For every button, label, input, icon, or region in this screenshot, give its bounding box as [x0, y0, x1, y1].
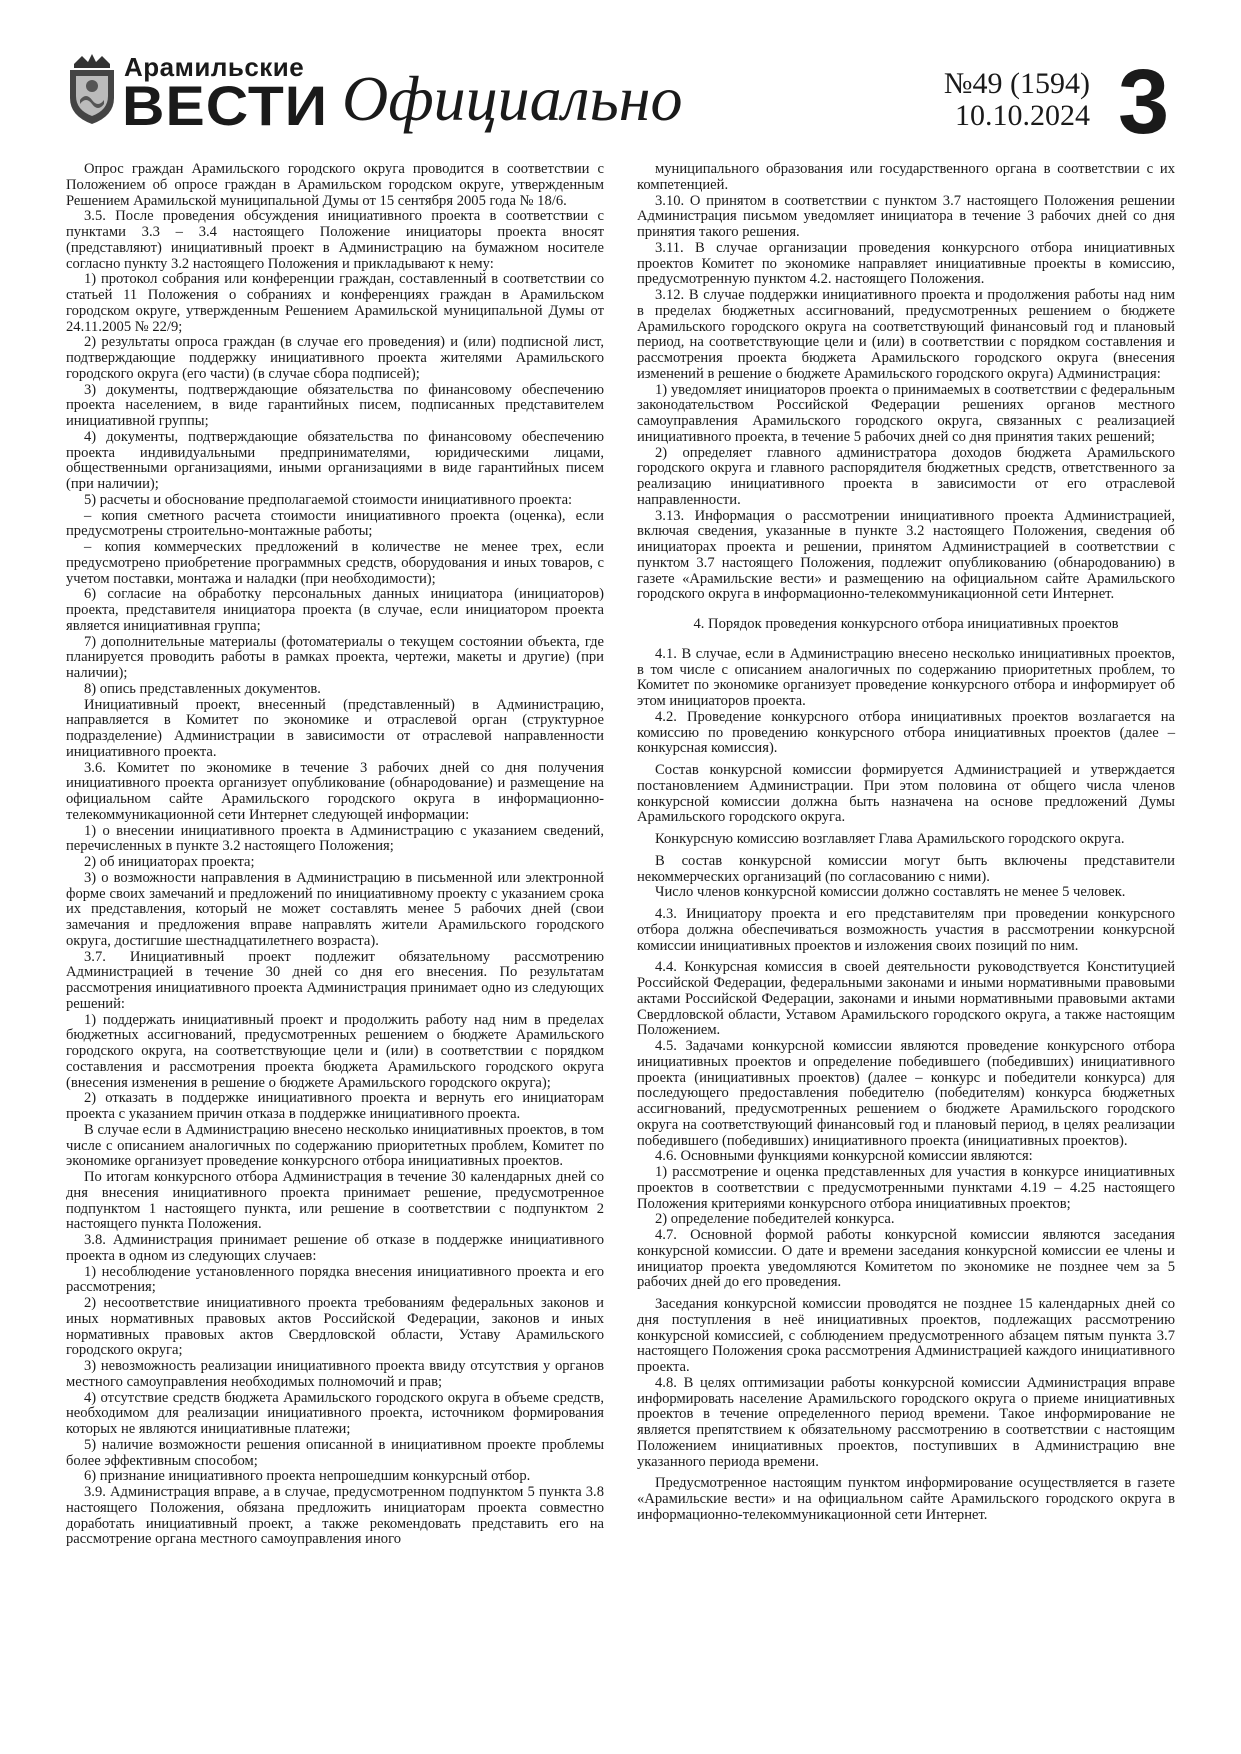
- paragraph: Опрос граждан Арамильского городского округа проводится в соответствии с Положением об опросе граждан в Арамильском городском округе, утвержденным Решением Арамильской муниципальной Думы от 15 сентября 2005 года № 18/6.: [66, 161, 604, 209]
- paragraph: 3.8. Администрация принимает решение об отказе в поддержке инициативного проекта в одном из следующих случаев:: [66, 1232, 604, 1264]
- paragraph: Конкурсную комиссию возглавляет Глава Арамильского городского округа.: [655, 831, 1125, 847]
- paragraph: В состав конкурсной комиссии могут быть включены представители некоммерческих организаций (по согласованию с ними).: [637, 852, 1175, 885]
- paragraph: 4.6. Основными функциями конкурсной комиссии являются:: [655, 1148, 1033, 1165]
- paragraph: 4.2. Проведение конкурсного отбора инициативных проектов возлагается на комиссию по проведению конкурсного отбора инициативных проектов (далее – конкурсная комиссия).: [637, 708, 1175, 757]
- paragraph: 4.4. Конкурсная комиссия в своей деятельности руководствуется Конституцией Российской Федерации, федеральными законами и иными нормативными правовыми актами Российской Федерации, законами и иными нормативными правовыми актами Свердловской области, Уставом Арамильского городского округа, а также настоящим Положением.: [637, 959, 1175, 1039]
- paragraph: 2) несоответствие инициативного проекта требованиям федеральных законов и иных нормативных правовых актов Российской Федерации, законов и иных нормативных правовых актов Свердловской области, Уставу Арамильского городского округа;: [66, 1295, 604, 1359]
- paragraph: 3.11. В случае организации проведения конкурсного отбора инициативных проектов Комитет по экономике направляет инициативные проекты в комиссию, предусмотренную пунктом 4.2. настоящего Положения.: [637, 239, 1175, 288]
- paragraph: 4) документы, подтверждающие обязательства по финансовому обеспечению проекта индивидуальными предпринимателями, юридическими лицами, общественными организациями, иными организациями в виде гарантийных писем (при наличии);: [66, 428, 604, 492]
- paragraph: 4.5. Задачами конкурсной комиссии являются проведение конкурсного отбора инициативных проектов и определение победившего (победивших) инициативного проекта (инициативных проектов) (далее – конкурс и победители конкурса) для последующего предоставления победителю (победителям) конкурса бюджетных ассигнований, предусмотренных решением о бюджете Арамильского городского округа на соответствующий финансовый год и плановый период, в целях реализации победившего (победивших) инициативного проекта (инициативных проектов).: [637, 1038, 1175, 1149]
- paragraph: 3.7. Инициативный проект подлежит обязательному рассмотрению Администрацией в течение 30 дней со дня его внесения. По результатам рассмотрения инициативного проекта Администрация принимает одно из следующих решений:: [66, 948, 604, 1012]
- paragraph: 1) уведомляет инициаторов проекта о принимаемых в соответствии с федеральным законодательством Российской Федерации решениях органов местного самоуправления Арамильского городского округа, связанных с реализацией инициативного проекта, в течение 5 рабочих дней со дня принятия таких решений;: [637, 381, 1175, 445]
- page-number: 3: [1118, 51, 1170, 153]
- paragraph: – копия сметного расчета стоимости инициативного проекта (оценка), если предусмотрены строительно-монтажные работы;: [66, 507, 604, 540]
- paragraph: 3) о возможности направления в Администрацию в письменной или электронной форме своих замечаний и предложений по инициативному проекту с указанием срока их представления, который не может составлять менее 5 рабочих дней (свои замечания и предложения вправе направлять жители Арамильского городского округа, достигшие шестнадцатилетнего возраста).: [66, 869, 604, 949]
- paragraph: 2) определение победителей конкурса.: [655, 1211, 895, 1228]
- paragraph: 4) отсутствие средств бюджета Арамильского городского округа в объеме средств, необходимом для реализации инициативного проекта, источником формирования которых не являются инициативные платежи;: [66, 1389, 604, 1437]
- paragraph: 3.12. В случае поддержки инициативного проекта и продолжения работы над ним в пределах бюджетных ассигнований, предусмотренных решением о бюджете Арамильского городского округа на соответствующий финансовый год и плановый период, на соответствующие цели и (или) в соответствии с порядком составления и рассмотрения проекта бюджета Арамильского городского округа (внесения изменений в решение о бюджете Арамильского городского округа) Администрация:: [637, 287, 1175, 382]
- paragraph: 2) определяет главного администратора доходов бюджета Арамильского городского округа и главного распорядителя бюджетных средств, ответственного за реализацию инициативного проекта в зависимости от его отраслевой направленности.: [637, 444, 1175, 508]
- paragraph: 4.1. В случае, если в Администрацию внесено несколько инициативных проектов, в том числе с описанием аналогичных по содержанию приоритетных проблем, то Комитет по экономике организует проведение конкурсного отбора и информирует об этом инициаторов проекта.: [637, 645, 1175, 709]
- paragraph: 1) рассмотрение и оценка представленных для участия в конкурсе инициативных проектов в соответствии с предусмотренными пунктами 4.19 – 4.25 настоящего Положения критериями конкурсного отбора инициативных проектов;: [637, 1164, 1175, 1212]
- paragraph: 3.13. Информация о рассмотрении инициативного проекта Администрацией, включая сведения, указанные в пункте 3.2 настоящего Положения, сведения об инициаторах проекта и решении, принятом Администрацией в соответствии с пунктом 3.7 настоящего Положения, подлежит опубликованию (обнародованию) в газете «Арамильские вести» и размещению на официальном сайте Арамильского городского округа в информационно-телекоммуникационной сети Интернет.: [637, 507, 1175, 603]
- paragraph: 2) отказать в поддержке инициативного проекта и вернуть его инициаторам проекта с указанием причин отказа в поддержке инициативного проекта.: [66, 1090, 604, 1122]
- paragraph: 7) дополнительные материалы (фотоматериалы о текущем состоянии объекта, где планируется проводить работы в рамках проекта, чертежи, макеты и другие) (при наличии);: [66, 633, 604, 681]
- paragraph: 5) наличие возможности решения описанной в инициативном проекте проблемы более эффективным способом;: [66, 1436, 604, 1469]
- left-column: [66, 162, 604, 1548]
- paragraph: 6) признание инициативного проекта непрошедшим конкурсный отбор.: [84, 1468, 531, 1485]
- paragraph: По итогам конкурсного отбора Администрация в течение 30 календарных дней со дня внесения инициативного проекта принимает решение, предусмотренное подпунктом 1 настоящего пункта, или решение в соответствии с подпунктом 2 настоящего пункта Положения.: [66, 1169, 604, 1233]
- paragraph: 4.3. Инициатору проекта и его представителям при проведении конкурсного отбора должна обеспечиваться возможность участия в рассмотрении конкурсной комиссии инициативных проектов и изложения своих позиций по ним.: [637, 906, 1175, 954]
- right-column: [637, 162, 1175, 1524]
- paragraph: Инициативный проект, внесенный (представленный) в Администрацию, направляется в Комитет по экономике и отраслевой орган (структурное подразделение) Администрации в зависимости от отраслевой направленности инициативного проекта.: [66, 696, 604, 760]
- paragraph: 3.10. О принятом в соответствии с пунктом 3.7 настоящего Положения решении Администрация письмом уведомляет инициатора в течение 3 рабочих дней со дня принятия такого решения.: [637, 192, 1175, 240]
- paragraph: 5) расчеты и обоснование предполагаемой стоимости инициативного проекта:: [84, 491, 573, 508]
- paragraph: 3) невозможность реализации инициативного проекта ввиду отсутствия у органов местного самоуправления необходимых полномочий и прав;: [66, 1358, 604, 1390]
- paragraph: муниципального образования или государственного органа в соответствии с их компетенцией.: [637, 161, 1175, 193]
- paragraph: 1) поддержать инициативный проект и продолжить работу над ним в пределах бюджетных ассигнований, предусмотренных решением о бюджете Арамильского городского округа, на соответствующие цели и (или) в соответствии с порядком составления и рассмотрения проекта бюджета Арамильского городского округа (внесения изменения в решение о бюджете Арамильского городского округа);: [66, 1011, 604, 1091]
- logo-title-top: Арамильские: [124, 52, 305, 82]
- issue-info: [940, 68, 1090, 132]
- paragraph: 3) документы, подтверждающие обязательства по финансовому обеспечению проекта населением, в виде гарантийных писем, подписанных представителем инициативной группы;: [66, 381, 604, 429]
- section-title: Официально: [342, 63, 683, 134]
- section-heading: 4. Порядок проведения конкурсного отбора инициативных проектов: [693, 616, 1119, 632]
- paragraph: 8) опись представленных документов.: [84, 680, 321, 697]
- paragraph: – копия коммерческих предложений в количестве не менее трех, если предусмотрено приобретение программных средств, оборудования и иных товаров, с учетом поставки, монтажа и наладки (при необходимости);: [66, 539, 604, 587]
- paragraph: 2) об инициаторах проекта;: [84, 854, 255, 870]
- paragraph: 3.5. После проведения обсуждения инициативного проекта в соответствии с пунктами 3.3 – 3.4 настоящего Положение инициаторы проекта вносят (представляют) инициативный проект в Администрацию на бумажном носителе согласно пункту 3.2 настоящего Положения и прикладывают к нему:: [66, 208, 604, 272]
- paragraph: 1) несоблюдение установленного порядка внесения инициативного проекта и его рассмотрения;: [66, 1263, 604, 1296]
- paragraph: 6) согласие на обработку персональных данных инициатора (инициаторов) проекта, представителя инициатора проекта (в случае, если инициатором проекта является инициативная группа;: [66, 586, 604, 634]
- logo-title-main: ВЕСТИ: [122, 74, 329, 137]
- issue-date: 10.10.2024: [955, 99, 1090, 132]
- coat-of-arms-icon: [66, 54, 118, 126]
- paragraph: 3.6. Комитет по экономике в течение 3 рабочих дней со дня получения инициативного проекта организует опубликование (обнародование) и размещение на официальном сайте Арамильского городского округа в информационно-телекоммуникационной сети Интернет следующей информации:: [66, 759, 604, 823]
- paragraph: Заседания конкурсной комиссии проводятся не позднее 15 календарных дней со дня поступления в неё инициативных проектов, подлежащих рассмотрению конкурсной комиссией, с соблюдением предусмотренного абзацем пятым пункта 3.7 настоящего Положения срока рассмотрения Администрацией каждого инициативного проекта.: [637, 1296, 1175, 1375]
- paragraph: 1) протокол собрания или конференции граждан, составленный в соответствии со статьей 11 Положения о собраниях и конференциях граждан в Арамильском городском округе, утвержденным Решением Арамильской муниципальной Думы от 24.11.2005 № 22/9;: [66, 271, 604, 335]
- paragraph: 4.8. В целях оптимизации работы конкурсной комиссии Администрация вправе информировать население Арамильского городского округа о приеме инициативных проектов в течение определенного период времени. Такое информирование не является препятствием к обязательному рассмотрению в соответствии с настоящим Положением инициативных проектов, поступивших в Администрацию вне указанного периода времени.: [637, 1374, 1175, 1470]
- paragraph: 3.9. Администрация вправе, а в случае, предусмотренном подпунктом 5 пункта 3.8 настоящего Положения, обязана предложить инициаторам проекта совместно доработать инициативный проект, а также рекомендовать представить его на рассмотрение органа местного самоуправления иного: [66, 1484, 604, 1548]
- paragraph: Состав конкурсной комиссии формируется Администрацией и утверждается постановлением Администрации. При этом половина от общего числа членов конкурсной комиссии должна быть назначена на основе предложений Думы Арамильского городского округа.: [637, 762, 1175, 826]
- issue-number: №49 (1594): [943, 67, 1090, 100]
- paragraph: В случае если в Администрацию внесено несколько инициативных проектов, в том числе с описанием аналогичных по содержанию приоритетных проблем, Комитет по экономике организует проведение конкурсного отбора инициативных проектов.: [66, 1121, 604, 1170]
- paragraph: 1) о внесении инициативного проекта в Администрацию с указанием сведений, перечисленных в пункте 3.2 настоящего Положения;: [66, 822, 604, 855]
- paragraph: 2) результаты опроса граждан (в случае его проведения) и (или) подписной лист, подтверждающие поддержку инициативного проекта жителями Арамильского городского округа (его части) (в случае сбора подписей);: [66, 334, 604, 382]
- paragraph: 4.7. Основной формой работы конкурсной комиссии являются заседания конкурсной комиссии. О дате и времени заседания конкурсной комиссии ее члены и инициатор проекта уведомляются Комитетом по экономике не позднее чем за 5 рабочих дней до его проведения.: [637, 1227, 1175, 1291]
- paragraph: Число членов конкурсной комиссии должно составлять не менее 5 человек.: [655, 884, 1126, 901]
- masthead: [66, 44, 1176, 153]
- paragraph: Предусмотренное настоящим пунктом информирование осуществляется в газете «Арамильские вести» и на официальном сайте Арамильского городского округа в информационно-телекоммуникационной сети Интернет.: [637, 1475, 1175, 1523]
